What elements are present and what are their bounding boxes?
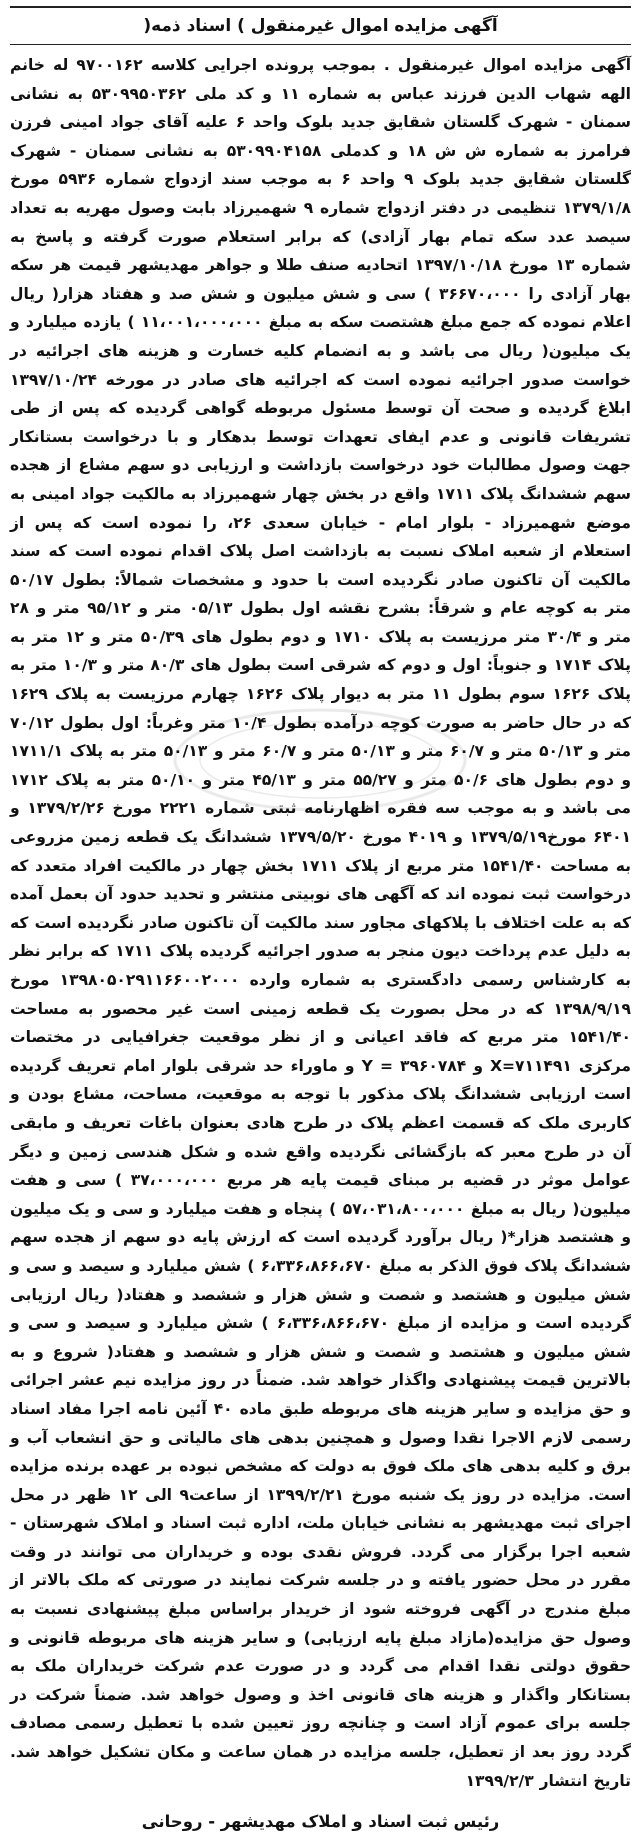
top-rule [10, 6, 631, 8]
notice-title: آگهی مزایده اموال غیرمنقول ) اسناد ذمه( [10, 12, 631, 45]
notice-signature: رئیس ثبت اسناد و املاک مهدیشهر - روحانی [141, 1812, 500, 1832]
notice-body: آگهی مزایده اموال غیرمنقول . بموجب پرونده اجرایی کلاسه ۹۷۰۰۱۶۲ له خانم الهه شهاب الدین فرزند عباس به شماره ۱۱ و کد ملی ۵۳۰۹۹۵۰۳۶۲ به نشانی سمنان - شهرک گلستان شقایق جدید بلوک واحد ۶ علیه آقای جواد امینی فرزن فرامرز به شماره ش ش ۱۸ و کدملی ۵۳۰۹۹۰۴۱۵۸ به نشانی سمنان - شهرک گلستان شقایق جدید بلوک ۹ واحد ۶ به موجب سند ازدواج شماره ۵۹۳۶ مورخ ۱۳۷۹/۱/۸ تنظیمی در دفتر ازدواج شماره ۹ شهمیرزاد بابت وصول مهریه به تعداد سیصد عدد سکه تمام بهار آزادی) که برابر استعلام صورت گرفته و پاسخ به شماره ۱۳ مورخ ۱۳۹۷/۱۰/۱۸ اتحادیه صنف طلا و جواهر مهدیشهر قیمت هر سکه بهار آزادی را ۳۶۶۷۰،۰۰۰ ) سی و شش میلیون و شش صد و هفتاد هزار( ریال اعلام نموده که جمع مبلغ هشتصت سکه به مبلغ ۱۱،۰۰۱،۰۰۰،۰۰۰ ) یازده میلیارد و یک میلیون( ریال می باشد و به انضمام کلیه خسارت و هزینه های اجرائیه در خواست صدور اجرائیه نموده است که اجرائیه های صادر در مورخه ۱۳۹۷/۱۰/۲۴ ابلاغ گردیده و صحت آن توسط مسئول مربوطه گواهی گردیده که پس از طی تشریفات قانونی و عدم ایفای تعهدات توسط بدهکار و با درخواست بستانکار جهت وصول مطالبات خود درخواست بازداشت و ارزیابی دو سهم مشاع از هجده سهم ششدانگ پلاک ۱۷۱۱ واقع در بخش چهار شهمیرزاد به مالکیت جواد امینی به موضع شهمیرزاد - بلوار امام - خیابان سعدی ۲۶، را نموده است که پس از استعلام از شعبه املاک نسبت به بازداشت اصل پلاک اقدام نموده است که سند مالکیت آن تاکنون صادر نگردیده است با حدود و مشخصات شمالاً: بطول ۵۰/۱۷ متر به کوچه عام و شرقاً: بشرح نقشه اول بطول ۰۵/۱۳ متر و ۹۵/۱۲ متر و ۲۸ متر و ۳۰/۴ متر مرزیست به پلاک ۱۷۱۰ و دوم بطول های ۵۰/۳۹ متر و ۱۲ متر به پلاک ۱۷۱۴ و جنوباً: اول و دوم که شرقی است بطول های ۸۰/۳ متر و ۱۰/۳ متر به پلاک ۱۶۲۶ سوم بطول ۱۱ متر به دیوار پلاک ۱۶۲۶ چهارم مرزیست به پلاک ۱۶۲۹ که در حال حاضر به صورت کوچه درآمده بطول ۱۰/۴ متر وغرباً: اول بطول ۷۰/۱۲ متر و ۵۰/۱۳ متر و ۶۰/۷ متر و ۵۰/۱۳ متر و ۶۰/۷ متر و ۵۰/۱۳ متر به پلاک ۱۷۱۱/۱ و دوم بطول های ۵۰/۶ متر و ۵۵/۲۷ متر و ۴۵/۱۳ متر و ۵۰/۱۰ متر به پلاک ۱۷۱۲ می باشد و به موجب سه فقره اظهارنامه ثبتی شماره ۲۲۲۱ مورخ ۱۳۷۹/۲/۲۶ و ۶۴۰۱ مورخ۱۳۷۹/۵/۱۹ و ۴۰۱۹ مورخ ۱۳۷۹/۵/۲۰ ششدانگ یک قطعه زمین مزروعی به مساحت ۱۵۴۱/۴۰ متر مربع از پلاک ۱۷۱۱ بخش چهار در مالکیت افراد متعدد که درخواست ثبت نموده اند که آگهی های نوبیتی منتشر و تحدید حدود آن بعمل آمده که به علت اختلاف با پلاکهای مجاور سند مالکیت آن تاکنون صادر نگردیده است که به دلیل عدم پرداخت دیون منجر به صدور اجرائیه گردیده پلاک ۱۷۱۱ که برابر نظر به کارشناس رسمی دادگستری به شماره وارده ۱۳۹۸۰۵۰۲۹۱۱۶۶۰۰۲۰۰۰ مورخ ۱۳۹۸/۹/۱۹ که در محل بصورت یک قطعه زمینی است غیر محصور به مساحت ۱۵۴۱/۴۰ متر مربع که فاقد اعیانی و از نظر موقعیت جغرافیایی در مختصات مرکزی X=۷۱۱۴۹۱ و Y = ۳۹۶۰۷۸۴ و ماوراء حد شرقی بلوار امام تعریف گردیده است ارزیابی ششدانگ پلاک مذکور با توجه به موقعیت، مساحت، مشاع بودن و کاربری ملک که قسمت اعظم پلاک در طرح هادی بعنوان باغات تعریف و مابقی آن در طرح معبر که بازگشائی نگردیده واقع شده و شکل هندسی زمین و دیگر عوامل موثر در قضیه بر مبنای قیمت پایه هر مربع ۳۷،۰۰۰،۰۰۰ ) سی و هفت میلیون( ریال به مبلغ ۵۷،۰۳۱،۸۰۰،۰۰۰ ) پنجاه و هفت میلیارد و سی و یک میلیون و هشتصد هزار*( ریال برآورد گردیده است که ارزش پایه دو سهم از هجده سهم ششدانگ پلاک فوق الذکر به مبلغ ۶،۳۳۶،۸۶۶،۶۷۰ ) شش میلیارد و سیصد و سی و شش میلیون و هشتصد و شصت و شش هزار و ششصد و هفتاد( ریال ارزیابی گردیده است و مزایده از مبلغ ۶،۳۳۶،۸۶۶،۶۷۰ ) شش میلیارد و سیصد و سی و شش میلیون و هشتصد و شصت و شش هزار و ششصد و هفتاد( شروع و به بالاترین قیمت پیشنهادی واگذار خواهد شد. ضمناً در روز مزایده نیم عشر اجرائی و حق مزایده و سایر هزینه های مربوطه طبق ماده ۴۰ آئین نامه اجرا مفاد اسناد رسمی لازم الاجرا نقدا وصول و همچنین بدهی های مالیاتی و حق انشعاب آب و برق و کلیه بدهی های ملک فوق به دولت که مشخص نبوده بر عهده برنده مزایده است. مزایده در روز یک شنبه مورخ ۱۳۹۹/۲/۲۱ از ساعت۹ الی ۱۲ ظهر در محل اجرای ثبت مهدیشهر به نشانی خیابان ملت، اداره ثبت اسناد و املاک شهرستان - شعبه اجرا برگزار می گردد. فروش نقدی بوده و خریداران می توانند در وقت مقرر در محل حضور یافته و در جلسه شرکت نمایند در صورتی که ملک بالاتر از مبلغ مندرج در آگهی فروخته شود از خریدار براساس مبلغ پیشنهادی نسبت به وصول حق مزایده(مازاد مبلغ پایه ارزیابی) و سایر هزینه های مربوطه قانونی و حقوق دولتی نقدا اقدام می گردد و در صورت عدم شرکت خریداران ملک به بستانکار واگذار و هزینه های قانونی اخذ و وصول خواهد شد. ضمناً شرکت در جلسه برای عموم آزاد است و چنانچه روز تعیین شده با تعطیل رسمی مصادف گردد روز بعد از تعطیل، جلسه مزایده در همان ساعت و مکان تشکیل خواهد شد. تاریخ انتشار ۱۳۹۹/۲/۳ [10, 56, 632, 1790]
